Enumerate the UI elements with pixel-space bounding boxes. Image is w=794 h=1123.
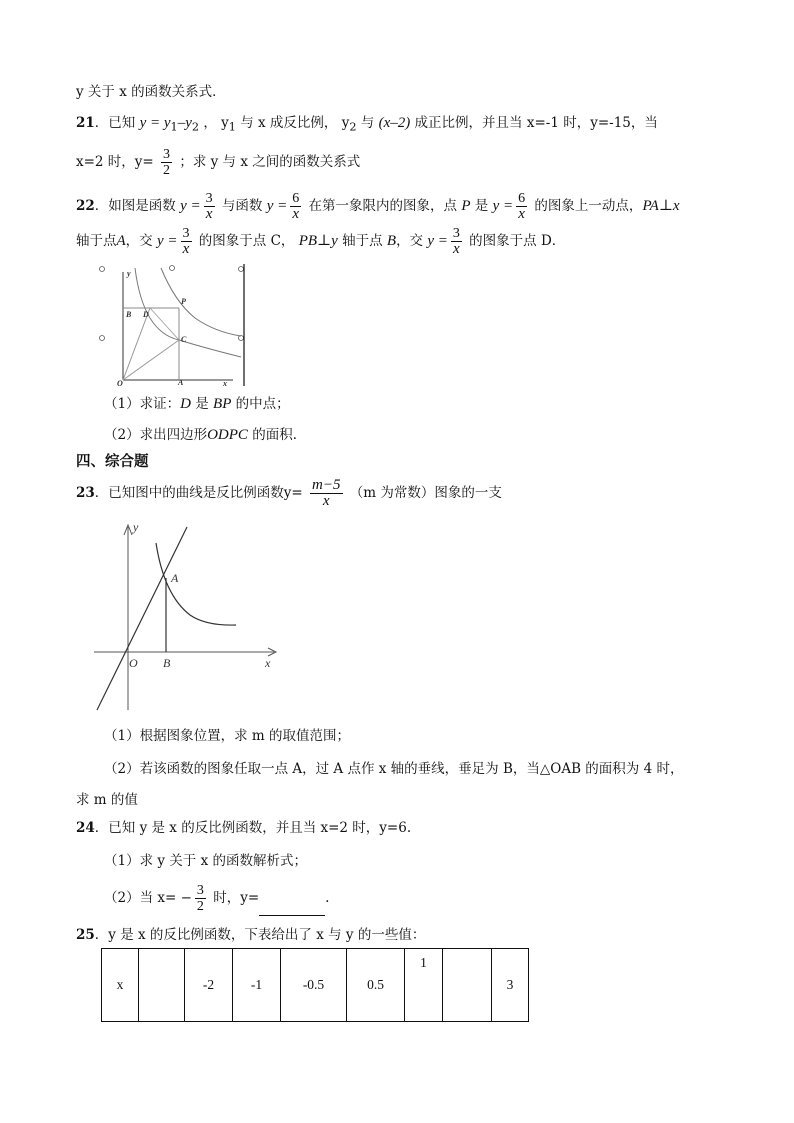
q22-line2-f: 的图象于点 D． (464, 233, 566, 249)
q22-fig-label-D: D (143, 310, 149, 319)
q22-sub2: （2）求出四边形ODPC 的面积． (104, 427, 307, 443)
table-cell: 3 (492, 949, 529, 1022)
q21-line2-text-b: ；求 y 与 x 之间的函数关系式 (175, 154, 361, 170)
q21-number: 21 (76, 115, 95, 131)
q22-fig-label-C: C (181, 335, 187, 344)
q23-sub2: （2）若该函数的图象任取一点 A，过 A 点作 x 轴的垂线，垂足为 B，当△OAB 的面积为 4 时， (104, 761, 684, 777)
q24-number: 24 (76, 820, 95, 836)
q22-line2 (76, 225, 565, 257)
q25-number: 25 (76, 927, 95, 943)
q23-fig-label-y: y (133, 520, 139, 534)
q21-paren: (x–2) (378, 115, 411, 131)
q21-fraction: $\frac{3}{2}$ (163, 147, 171, 178)
q21-eq-minus: –y (177, 115, 192, 131)
q21-sub1: 1 (170, 120, 178, 134)
q22-line2-a: 轴于点 (76, 233, 117, 249)
q22-sub1: （1）求证：D 是 BP 的中点； (104, 396, 290, 412)
q23-figure (90, 515, 290, 715)
q21-text-4: 与 (356, 115, 379, 131)
table-cell: x (102, 949, 139, 1022)
q22-f3-fraction: $\frac{6}{x}$ (518, 191, 526, 222)
q22-A: A (116, 233, 126, 249)
table-cell (443, 949, 492, 1022)
q21-sub2: 2 (191, 120, 200, 134)
q23-fig-label-O: O (129, 656, 138, 670)
q23-fig-label-B: B (163, 656, 171, 670)
q21-line2-text-a: x=2 时，y= (76, 154, 159, 170)
q21-text-1: ．已知 (94, 115, 140, 131)
q23-fraction: $\frac{m-5}{x}$ (312, 477, 341, 509)
q23-line1 (76, 476, 502, 510)
table-cell: -2 (185, 949, 233, 1022)
q22-fig-label-B: B (126, 310, 132, 319)
q22-line2-b: ，交 (125, 233, 157, 249)
q25-line1 (76, 925, 425, 945)
q25-value-table (101, 948, 529, 1022)
q22-fig-label-y: y (127, 269, 131, 278)
table-cell (139, 949, 185, 1022)
q21-sub-y1: 1 (228, 120, 236, 134)
q22-text-1: ．如图是函数 (94, 198, 181, 214)
q22-f3-lhs: y = (492, 198, 514, 214)
q22-PA-perp-x: PA⊥x (642, 198, 680, 214)
table-cell: 1 (405, 949, 443, 1022)
q22-fig-label-A: A (178, 378, 184, 387)
table-cell: -1 (233, 949, 281, 1022)
q23-sub2-cont: 求 m 的值 (76, 792, 138, 808)
q21-text-5: 成正比例，并且当 x=-1 时，y=-15，当 (410, 115, 658, 131)
q22-f5-fraction: $\frac{3}{x}$ (452, 226, 460, 257)
q22-PB-perp-y: PB⊥y (298, 233, 338, 249)
table-cell: -0.5 (281, 949, 347, 1022)
table-row (102, 949, 529, 1022)
q22-text-5: 的图象上一动点， (530, 198, 643, 214)
section-heading: 四、综合题 (76, 453, 149, 470)
q23-fig-label-A: A (171, 571, 179, 585)
q22-f2-fraction: $\frac{6}{x}$ (292, 191, 300, 222)
q24-line1 (76, 818, 411, 838)
q21-eq-lhs: y = y (139, 115, 171, 131)
q21-sub-y2: 2 (349, 120, 357, 134)
q21-text-2: ， y (199, 115, 229, 131)
q22-f1-fraction: $\frac{3}{x}$ (205, 191, 213, 222)
q22-number: 22 (76, 198, 95, 214)
q22-text-4: 是 (470, 198, 493, 214)
q22-f2-lhs: y = (266, 198, 288, 214)
q23-sub1: （1）根据图象位置，求 m 的取值范围； (104, 728, 350, 744)
q21-line1 (76, 113, 658, 138)
q22-fig-label-O: O (117, 379, 123, 388)
q21-text-3: 与 x 成反比例， y (235, 115, 350, 131)
q22-fig-label-x: x (223, 379, 227, 388)
q21-line2 (76, 146, 360, 178)
q22-P: P (461, 198, 471, 214)
q20-tail: y 关于 x 的函数关系式． (76, 84, 226, 100)
q22-figure (95, 262, 250, 388)
q24-answer-blank[interactable] (259, 901, 325, 916)
q22-line1 (76, 190, 680, 222)
q23-number: 23 (76, 485, 95, 501)
q24-text-1: ．已知 y 是 x 的反比例函数，并且当 x=2 时，y=6. (94, 820, 412, 836)
q22-f4-lhs: y = (156, 233, 178, 249)
q23-fig-label-x: x (265, 656, 271, 670)
q22-f5-lhs: y = (427, 233, 448, 249)
q22-text-2: 与函数 (217, 198, 267, 214)
q22-fig-label-P: P (181, 297, 186, 306)
q22-line2-d: 轴于点 (337, 233, 387, 249)
q24-sub1: （1）求 y 关于 x 的函数解析式； (104, 853, 307, 869)
q22-text-3: 在第一象限内的图象，点 (304, 198, 462, 214)
q22-B: B (386, 233, 397, 249)
table-cell: 0.5 (347, 949, 405, 1022)
q22-f4-fraction: $\frac{3}{x}$ (182, 226, 190, 257)
q25-text-1: ．y 是 x 的反比例函数，下表给出了 x 与 y 的一些值： (94, 927, 426, 943)
q22-f1-lhs: y = (180, 198, 201, 214)
q22-line2-c: 的图象于点 C， (194, 233, 299, 249)
q23-text-2: （m 为常数）图象的一支 (345, 485, 502, 501)
q23-text-1: ．已知图中的曲线是反比例函数y= (94, 485, 308, 501)
q24-sub2: （2）当 x= − $\frac{3}{2}$ 时，y= . (104, 883, 330, 914)
q22-line2-e: ，交 (396, 233, 428, 249)
q24-fraction: $\frac{3}{2}$ (196, 883, 204, 914)
